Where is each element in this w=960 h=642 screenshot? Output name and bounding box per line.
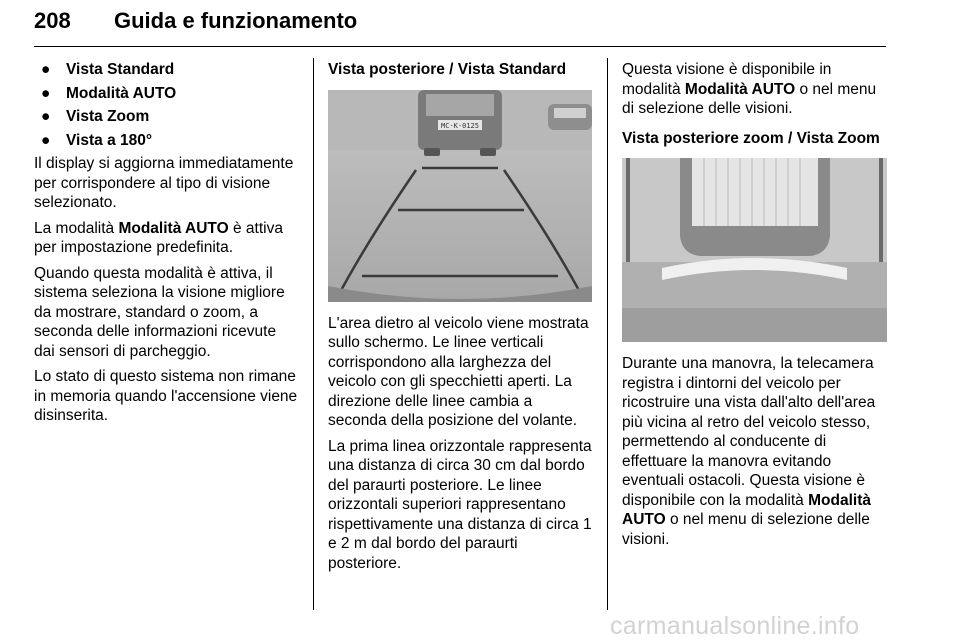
paragraph: L'area dietro al veicolo viene mostrata sullo schermo. Le linee verticali corrispondono alla larghezza del veicolo con gli specchietti aperti. La direzione delle linee cambia a seconda della posizione del volante. — [328, 314, 589, 429]
chapter-title: Guida e funzionamento — [114, 8, 358, 33]
section-heading: Vista posteriore / Vista Standard — [328, 61, 567, 78]
paragraph: Questa visione è disponibile in modalità Modalità AUTO o nel menu di selezione delle visioni. — [622, 61, 877, 117]
paragraph: Lo stato di questo sistema non rimane in memoria quando l'accensione viene disinserita. — [34, 368, 298, 424]
list-item: ● Modalità AUTO — [41, 84, 177, 102]
list-item: ● Vista Standard — [41, 61, 175, 78]
column-right — [622, 60, 887, 555]
paragraph: Durante una manovra, la telecamera registra i dintorni del veicolo per ricostruire una vista dall'alto dell'area più vicina al retro del veicolo stesso, permettendo al conducente di effettuare la manovra evitando eventuali ostacoli. Questa visione è disponibile con la modalità Modalità AUTO o nel menu di selezione delle visioni. — [622, 355, 876, 548]
paragraph: Quando questa modalità è attiva, il sistema seleziona la visione migliore da mostrare, standard o zoom, a seconda delle informazioni ricevute dai sensori di parcheggio. — [34, 264, 285, 360]
zoom-view-figure — [622, 158, 887, 342]
column-divider — [313, 58, 314, 610]
paragraph: La prima linea orizzontale rappresenta una distanza di circa 30 cm dal bordo del paraurti posteriore. Le linee orizzontali superiori rappresentano rispettivamente una distanza di circa 1 e 2 m dal bordo del paraurti posteriore. — [328, 437, 592, 572]
paragraph: La modalità Modalità AUTO è attiva per impostazione predefinita. — [34, 219, 283, 256]
section-heading: Vista posteriore zoom / Vista Zoom — [622, 129, 880, 147]
list-item: ● Vista Zoom — [41, 108, 150, 125]
page-number: 208 — [34, 8, 71, 33]
column-left — [34, 60, 300, 432]
watermark: carmanualsonline.info — [610, 612, 860, 640]
standard-view-figure — [328, 90, 592, 302]
list-item: ● Vista a 180° — [41, 131, 153, 149]
view-mode-list — [34, 60, 300, 150]
column-middle — [328, 60, 592, 579]
page-header — [34, 8, 886, 48]
license-plate-text: MC-K·0125 — [441, 121, 479, 130]
column-divider — [607, 58, 608, 610]
paragraph: Il display si aggiorna immediatamente per corrispondere al tipo di visione selezionato. — [34, 155, 294, 211]
header-rule — [34, 46, 886, 47]
